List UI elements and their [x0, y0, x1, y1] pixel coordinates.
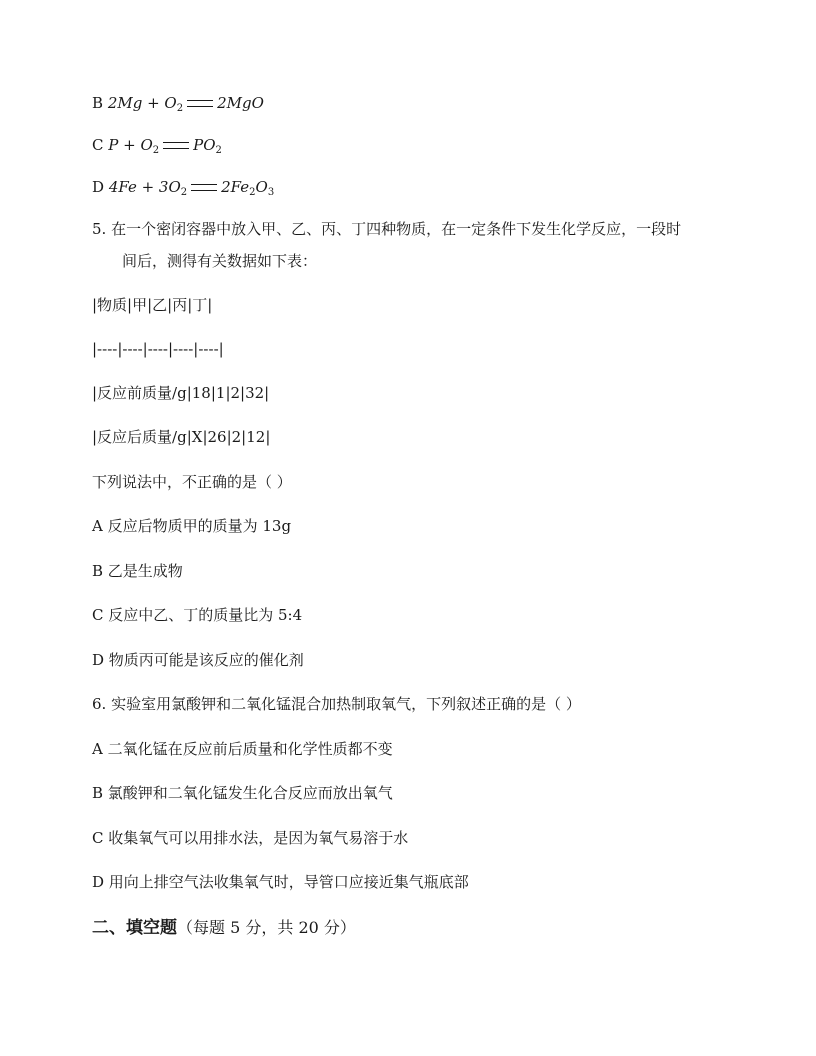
q5-option-d: D 物质丙可能是该反应的催化剂: [92, 651, 304, 669]
q5-stem-line2: 间后，测得有关数据如下表：: [122, 252, 318, 270]
q5-option-c: C 反应中乙、丁的质量比为 5:4: [92, 606, 303, 624]
q5-table-row-before: |反应前质量/g|18|1|2|32|: [92, 384, 270, 402]
equation-lhs: $P + O_2$: [108, 136, 160, 156]
option-letter: D: [92, 178, 105, 196]
q5-stem-line1: 5. 在一个密闭容器中放入甲、乙、丙、丁四种物质，在一定条件下发生化学反应，一段时: [92, 220, 682, 238]
section-note: （每题 5 分，共 20 分）: [177, 918, 356, 937]
equation-rhs: 2MgO: [217, 94, 264, 112]
q4-option-d: [92, 177, 724, 203]
q6-option-a: A 二氧化锰在反应前后质量和化学性质都不变: [92, 740, 393, 758]
equation-rhs: $2Fe_2O_3$: [221, 178, 275, 198]
equation-lhs: $2Mg + O_2$: [107, 94, 184, 114]
q4-option-c: [92, 135, 724, 161]
option-letter: B: [92, 94, 104, 112]
equation-rhs: $PO_2$: [193, 136, 222, 156]
q5-table-separator: |----|----|----|----|----|: [92, 340, 224, 358]
option-letter: C: [92, 136, 104, 154]
section-title: 二、填空题: [92, 918, 177, 938]
q6-option-b: B 氯酸钾和二氧化锰发生化合反应而放出氧气: [92, 784, 393, 802]
equation-lhs: $4Fe + 3O_2$: [108, 178, 188, 198]
q5-option-b: B 乙是生成物: [92, 562, 183, 580]
q5-option-a: A 反应后物质甲的质量为 13g: [92, 517, 292, 535]
equals-sign-icon: [187, 100, 213, 107]
q5-table-row-after: |反应后质量/g|X|26|2|12|: [92, 428, 271, 446]
q4-option-b: [92, 93, 724, 119]
q5-question: 下列说法中，不正确的是（ ）: [92, 473, 292, 491]
section-heading: [92, 916, 356, 940]
equals-sign-icon: [191, 184, 217, 191]
q6-option-d: D 用向上排空气法收集氧气时，导管口应接近集气瓶底部: [92, 873, 469, 891]
equals-sign-icon: [163, 142, 189, 149]
q5-table-header: |物质|甲|乙|丙|丁|: [92, 296, 213, 314]
q6-option-c: C 收集氧气可以用排水法，是因为氧气易溶于水: [92, 829, 409, 847]
q6-stem: 6. 实验室用氯酸钾和二氧化锰混合加热制取氧气，下列叙述正确的是（ ）: [92, 695, 581, 713]
